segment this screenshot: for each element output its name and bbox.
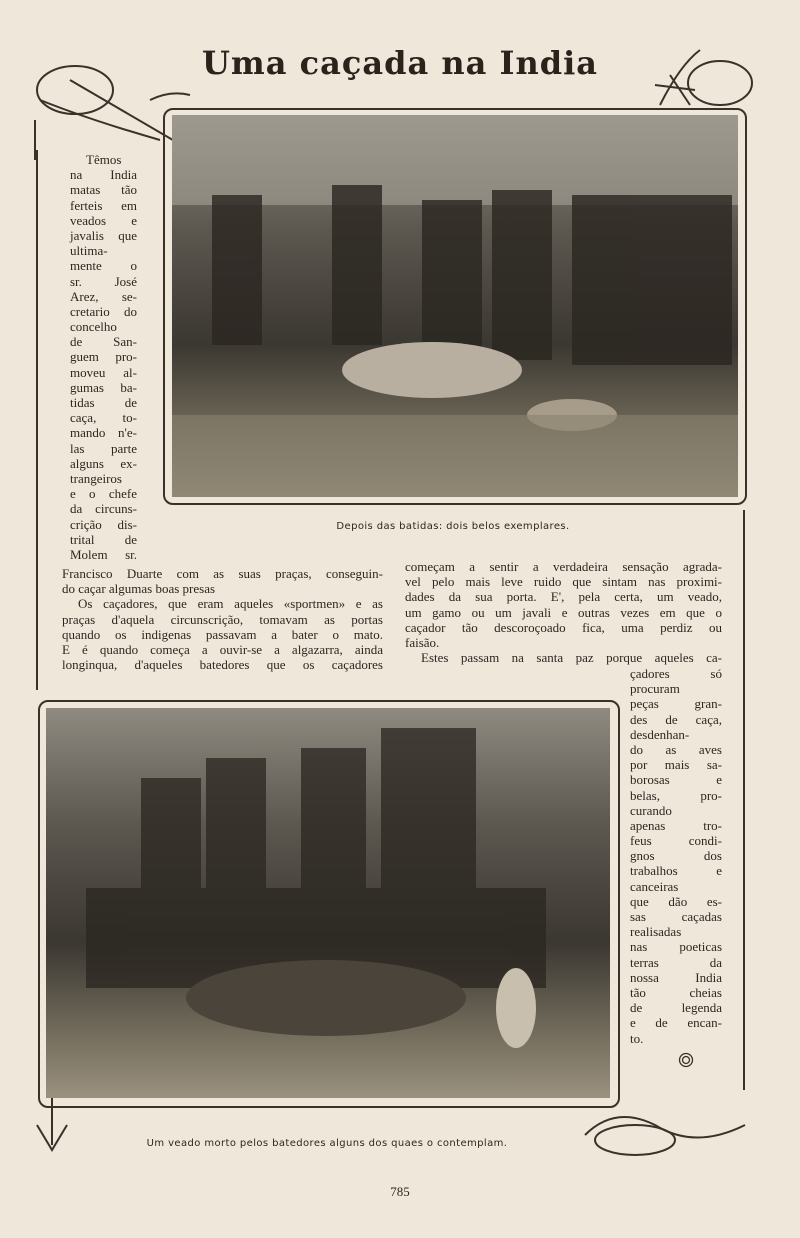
text-line: quando os indigenas passavam a bater o mato. <box>62 626 383 642</box>
text-line: realisadas <box>630 924 682 940</box>
text-line: tidas de <box>70 395 137 410</box>
photo-caption-top: Depois das batidas: dois belos exemplares. <box>336 521 570 532</box>
text-line: de legenda <box>630 1000 722 1016</box>
text-line: Têmos <box>86 152 122 167</box>
text-line: caçador tão descoroçoado fica, uma perdiz ou <box>405 619 722 635</box>
text-line: praças d'aquela circunscrição, tomavam as portas <box>62 611 383 627</box>
text-line: las parte <box>70 440 137 456</box>
text-line: que dão es- <box>630 893 722 909</box>
text-line: do caçar algumas boas presas <box>62 581 216 597</box>
text-line: E é quando começa a ouvir-se a algazarra, ainda <box>62 641 383 657</box>
text-line: procuram <box>630 681 680 697</box>
text-line: tão cheias <box>630 984 722 1000</box>
text-line: terras da <box>630 954 722 970</box>
text-line: Estes passam na santa paz porque aqueles ca- <box>421 650 722 666</box>
text-line: de San- <box>70 334 137 350</box>
text-line: crição dis- <box>70 516 137 532</box>
article-title: Uma caçada na India <box>202 44 598 82</box>
text-column-left-narrow <box>70 152 137 562</box>
text-line: alguns ex- <box>70 455 137 471</box>
text-line: ferteis em <box>70 197 137 213</box>
text-line: guem pro- <box>70 349 137 365</box>
text-line: des de caça, <box>630 711 722 727</box>
text-line: trangeiros <box>70 470 122 486</box>
text-line: e de encan- <box>630 1015 722 1031</box>
text-line: nossa India <box>630 969 722 985</box>
text-line: mando n'e- <box>70 425 137 441</box>
text-line: começam a sentir a verdadeira sensação agrada- <box>405 559 722 574</box>
text-line: sr. José <box>70 273 137 289</box>
text-line: javalis que <box>70 227 137 243</box>
text-line: um gamo ou um javali e outras vezes em que o <box>405 604 722 620</box>
text-line: mente o <box>70 258 137 274</box>
text-line: çadores só <box>630 666 722 681</box>
text-line: trabalhos e <box>630 863 722 879</box>
text-line: cretario do <box>70 303 137 319</box>
photo-dead-boar <box>46 708 610 1098</box>
text-line: na India <box>70 167 137 183</box>
text-line: vel pelo mais leve ruido que sintam nas proximi- <box>405 574 722 590</box>
text-line: desdenhan- <box>630 726 690 742</box>
text-line: moveu al- <box>70 364 137 380</box>
text-line: longinqua, d'aqueles batedores que os caçadores <box>62 657 383 673</box>
text-line: do as aves <box>630 741 722 757</box>
text-line: sas caçadas <box>630 909 722 924</box>
text-line: Molem sr. <box>70 546 137 562</box>
text-line: dades da sua porta. E', pela certa, um veado, <box>405 589 722 605</box>
text-line: canceiras <box>630 878 679 894</box>
text-column-right-narrow <box>630 666 722 1046</box>
text-line: belas, pro- <box>630 787 722 803</box>
text-line: caça, to- <box>70 410 137 426</box>
text-column-left-wide <box>62 566 383 672</box>
left-border-rule <box>36 150 38 690</box>
text-line: matas tão <box>70 182 137 198</box>
corner-ornament-top-right <box>650 45 760 115</box>
text-line: veados e <box>70 212 137 228</box>
text-line: por mais sa- <box>630 757 722 773</box>
text-column-right-wide <box>405 559 722 665</box>
end-mark-ornament <box>678 1052 694 1068</box>
text-line: Os caçadores, que eram aqueles «sportmen» e as <box>78 596 383 612</box>
text-line: gnos dos <box>630 848 722 864</box>
text-line: Arez, se- <box>70 288 137 304</box>
right-border-rule <box>743 510 745 1090</box>
text-line: e o chefe <box>70 486 137 502</box>
text-line: gumas ba- <box>70 379 137 395</box>
text-line: trital de <box>70 531 137 547</box>
text-line: Francisco Duarte com as suas praças, conseguin- <box>62 566 383 581</box>
text-line: faisão. <box>405 634 440 650</box>
text-line: ultima- <box>70 243 108 259</box>
text-line: concelho <box>70 319 117 335</box>
photo-caption-bottom: Um veado morto pelos batedores alguns dos quaes o contemplam. <box>146 1138 508 1149</box>
text-line: da circuns- <box>70 501 137 517</box>
page-number: 785 <box>390 1184 410 1199</box>
text-line: curando <box>630 802 672 818</box>
text-line: apenas tro- <box>630 817 722 833</box>
text-line: borosas e <box>630 772 722 788</box>
text-line: nas poeticas <box>630 939 722 955</box>
text-line: peças gran- <box>630 696 722 712</box>
text-line: to. <box>630 1030 644 1046</box>
text-line: feus condi- <box>630 833 722 849</box>
photo-hunting-party <box>172 115 738 497</box>
